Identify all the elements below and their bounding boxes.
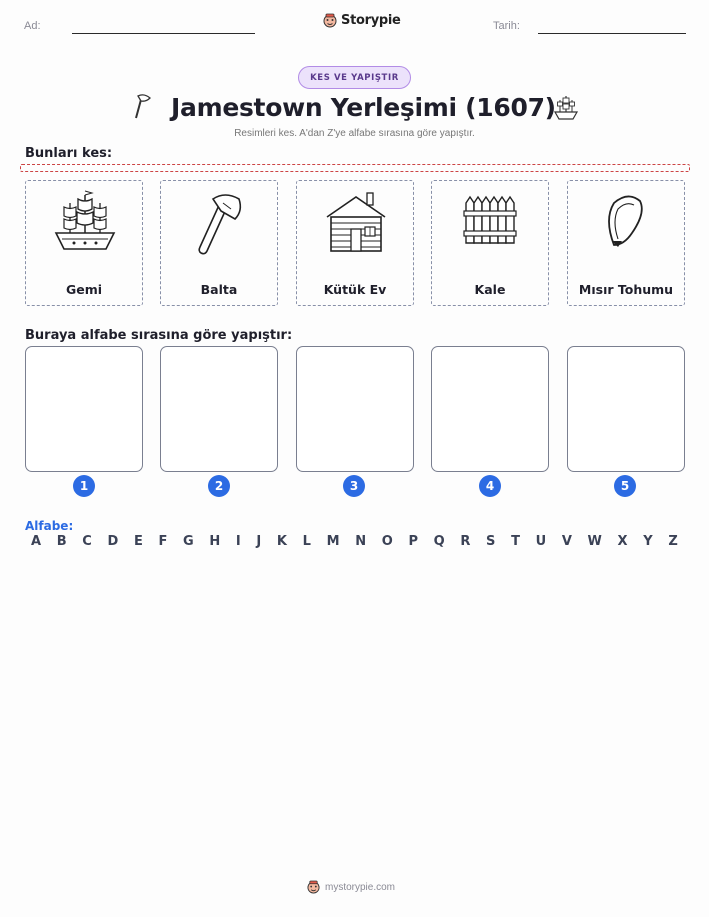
alphabet-letter: G: [183, 534, 194, 549]
alphabet-letter: L: [302, 534, 311, 549]
footer-url[interactable]: mystorypie.com: [325, 881, 396, 893]
name-label: Ad:: [24, 20, 41, 32]
cut-heading: Bunları kes:: [25, 146, 113, 161]
alphabet-letter: X: [617, 534, 628, 549]
alphabet-letter: N: [355, 534, 367, 549]
storypie-logo-icon: [323, 13, 337, 28]
alphabet-letter: O: [381, 534, 393, 549]
cut-card-fort[interactable]: [431, 180, 549, 306]
paste-box-3[interactable]: [296, 346, 414, 472]
ship-icon: [50, 189, 120, 259]
brand-name: Storypie: [341, 13, 401, 28]
alphabet-letter: F: [158, 534, 168, 549]
card-label-axe: Balta: [200, 282, 238, 297]
paste-box-4[interactable]: [431, 346, 549, 472]
activity-badge: KES VE YAPIŞTIR: [298, 66, 411, 89]
footer: [307, 880, 395, 894]
card-label-corn-seed: Mısır Tohumu: [578, 282, 674, 297]
alphabet-letter: P: [408, 534, 418, 549]
alphabet-letter: D: [107, 534, 119, 549]
alphabet-letter: K: [276, 534, 287, 549]
brand-logo: [323, 13, 401, 28]
instructions: Resimleri kes. A'dan Z'ye alfabe sırasına göre yapıştır.: [234, 128, 475, 139]
fort-icon: [456, 189, 526, 259]
number-badge-5: 5: [614, 475, 636, 497]
axe-small-icon: [128, 92, 156, 122]
axe-icon: [185, 189, 255, 259]
cut-card-ship[interactable]: [25, 180, 143, 306]
alphabet-letter: R: [460, 534, 471, 549]
alphabet-letter: A: [31, 534, 42, 549]
cut-card-axe[interactable]: [160, 180, 278, 306]
alphabet-letter: U: [535, 534, 547, 549]
cut-line: [20, 164, 690, 172]
alphabet-letter: H: [209, 534, 221, 549]
alphabet-letter: W: [587, 534, 602, 549]
alphabet-letter: M: [326, 534, 340, 549]
alphabet-row: [25, 534, 685, 549]
number-badge-2: 2: [208, 475, 230, 497]
ship-small-icon: [551, 92, 581, 122]
alphabet-letter: B: [56, 534, 67, 549]
alphabet-letter: Z: [668, 534, 678, 549]
cut-card-log-cabin[interactable]: [296, 180, 414, 306]
alphabet-letter: S: [486, 534, 496, 549]
number-badge-3: 3: [343, 475, 365, 497]
number-badge-4: 4: [479, 475, 501, 497]
alphabet-letter: V: [561, 534, 572, 549]
log-cabin-icon: [321, 189, 391, 259]
cut-card-corn-seed[interactable]: [567, 180, 685, 306]
alphabet-letter: C: [82, 534, 92, 549]
alphabet-letter: T: [511, 534, 520, 549]
alphabet-label: Alfabe:: [25, 519, 74, 533]
paste-box-2[interactable]: [160, 346, 278, 472]
card-label-ship: Gemi: [65, 282, 103, 297]
number-badge-1: 1: [73, 475, 95, 497]
date-line[interactable]: [538, 33, 686, 34]
paste-box-5[interactable]: [567, 346, 685, 472]
name-line[interactable]: [72, 33, 255, 34]
alphabet-letter: J: [256, 534, 262, 549]
page-title: Jamestown Yerleşimi (1607): [171, 93, 556, 122]
alphabet-letter: Y: [643, 534, 653, 549]
date-label: Tarih:: [493, 20, 520, 32]
storypie-footer-icon: [307, 880, 320, 894]
alphabet-letter: Q: [433, 534, 445, 549]
alphabet-letter: I: [235, 534, 241, 549]
alphabet-letter: E: [133, 534, 143, 549]
card-label-log-cabin: Kütük Ev: [323, 282, 387, 297]
corn-seed-icon: [592, 189, 662, 259]
card-label-fort: Kale: [474, 282, 506, 297]
paste-heading: Buraya alfabe sırasına göre yapıştır:: [25, 328, 293, 343]
paste-box-1[interactable]: [25, 346, 143, 472]
